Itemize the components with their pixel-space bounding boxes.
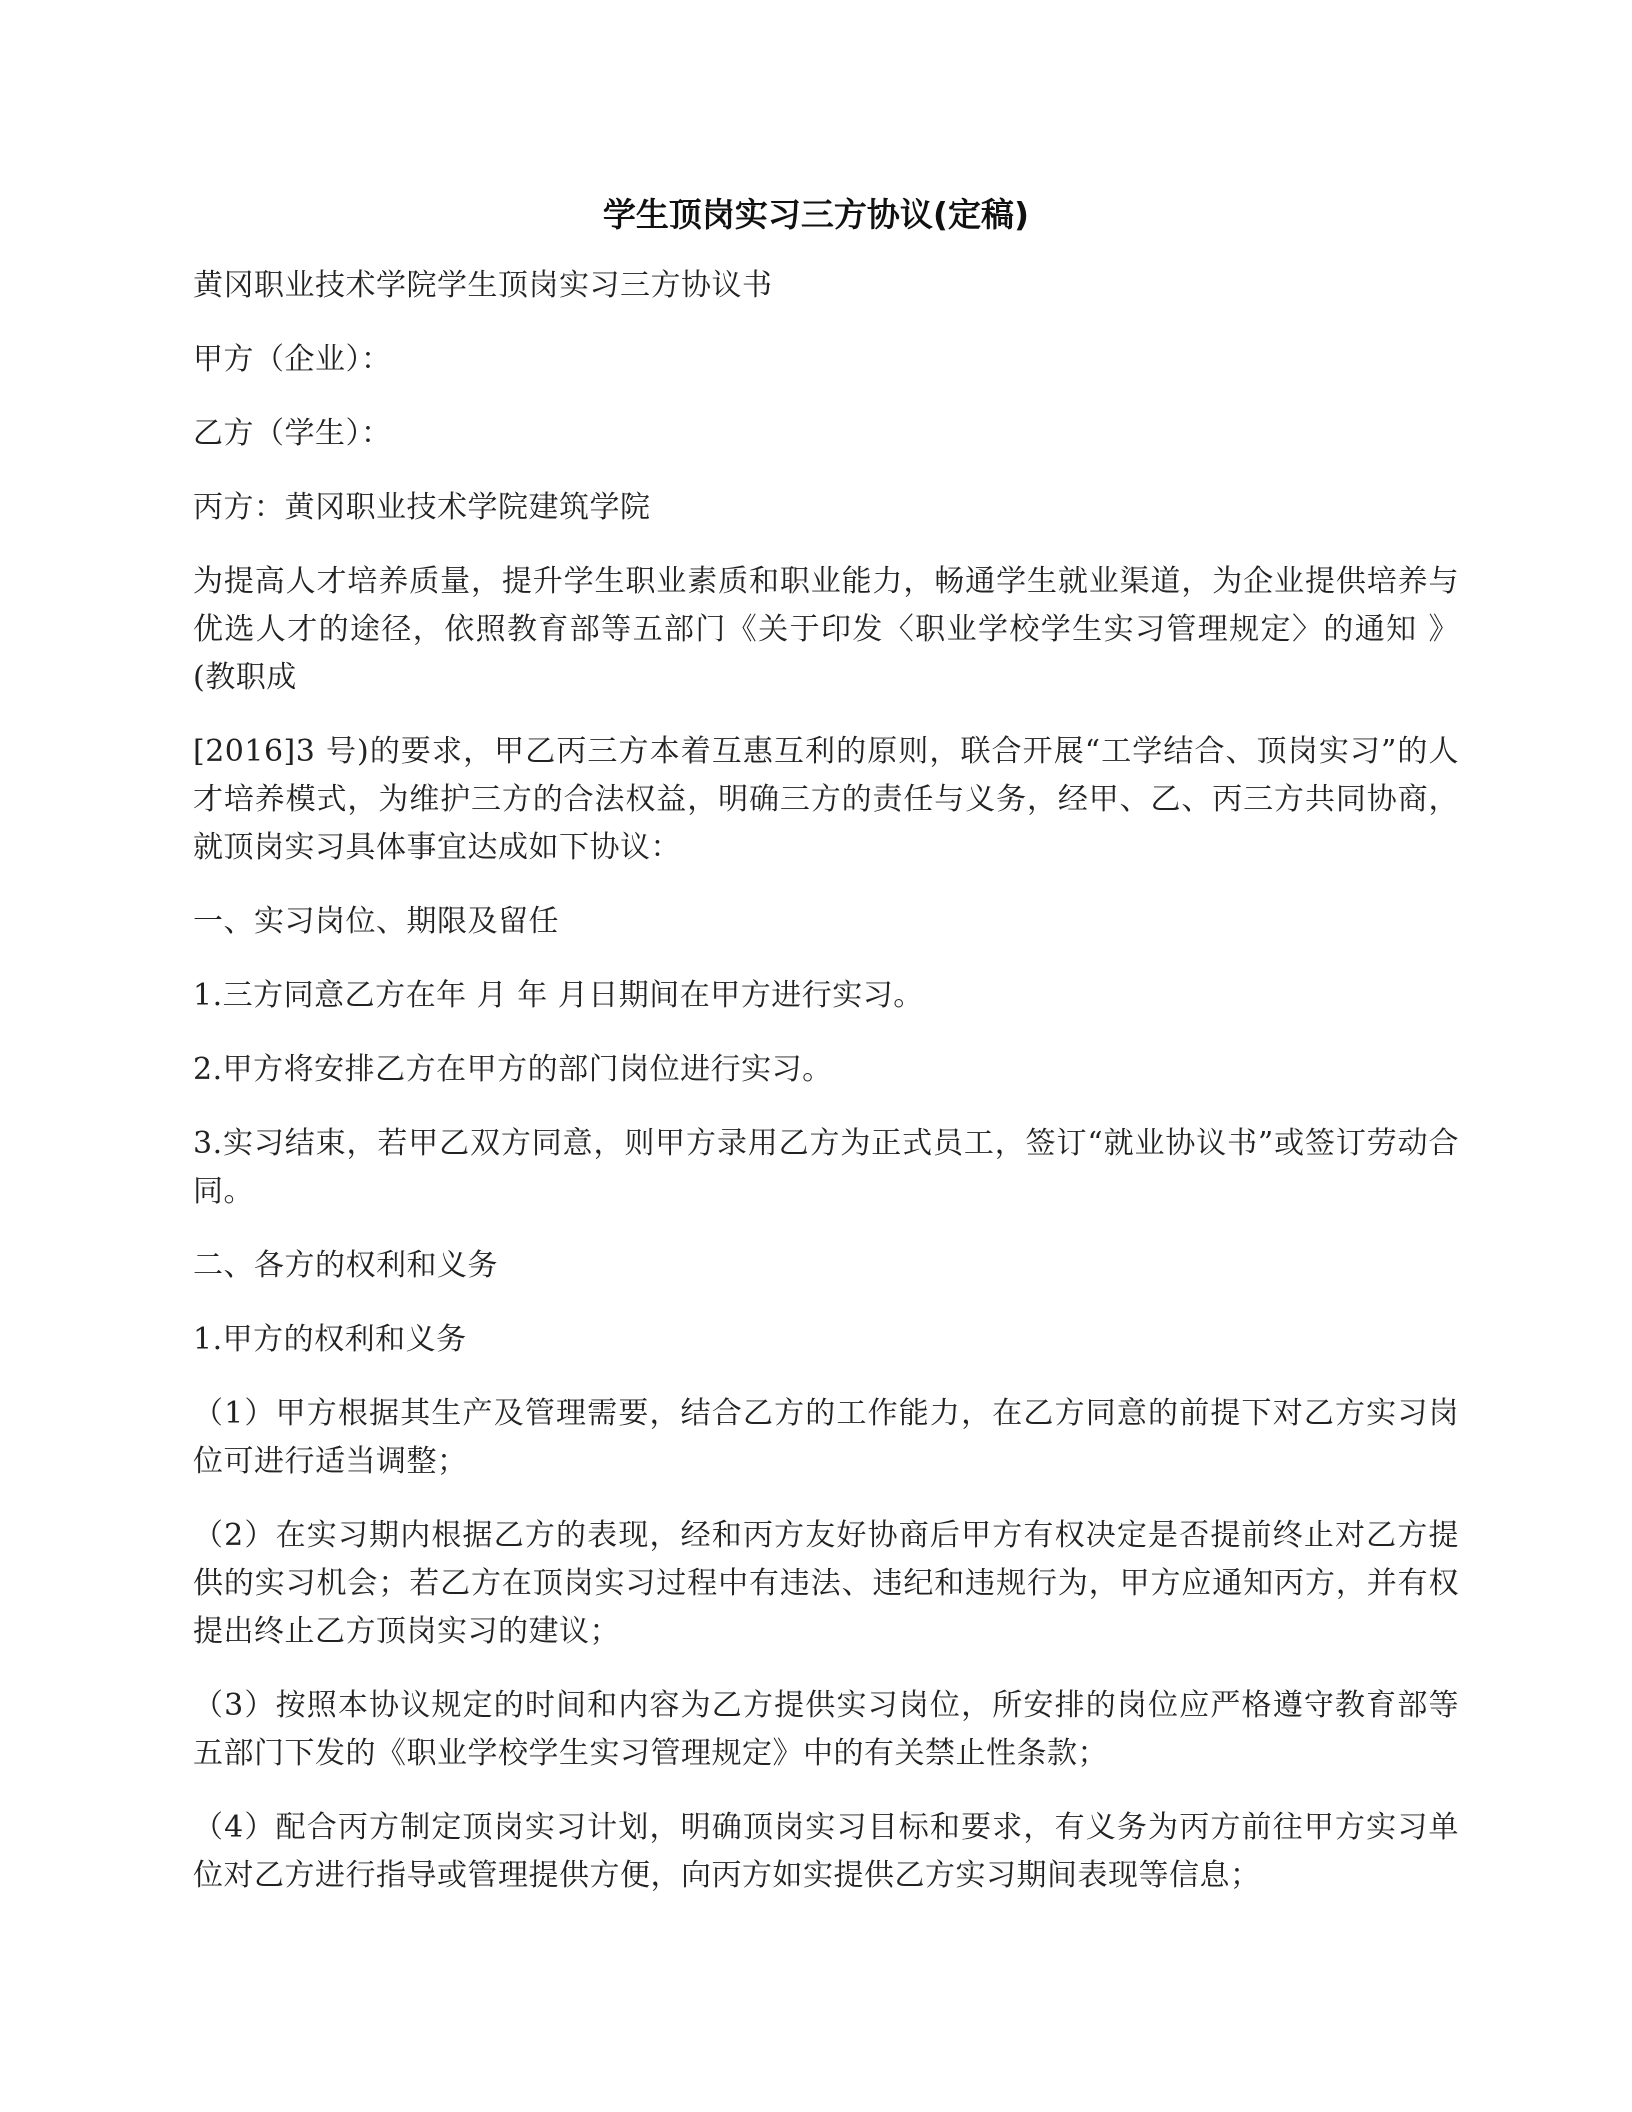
intro-paragraph: 为提高人才培养质量，提升学生职业素质和职业能力，畅通学生就业渠道，为企业提供培养与优选人才的途径，依照教育部等五部门《关于印发〈职业学校学生实习管理规定〉的通知 》(教职成 xyxy=(193,564,1459,695)
clause-2-1-1: （1）甲方根据其生产及管理需要，结合乙方的工作能力，在乙方同意的前提下对乙方实习岗位可进行适当调整； xyxy=(193,1396,1459,1479)
party-b-line: 乙方（学生）： xyxy=(193,416,392,451)
party-c-line: 丙方：黄冈职业技术学院建筑学院 xyxy=(193,490,651,525)
section-heading-1: 一、实习岗位、期限及留任 xyxy=(193,904,559,939)
party-a-line: 甲方（企业）： xyxy=(193,342,392,377)
clause-2-1-3: （3）按照本协议规定的时间和内容为乙方提供实习岗位，所安排的岗位应严格遵守教育部等五部门下发的《职业学校学生实习管理规定》中的有关禁止性条款； xyxy=(193,1688,1459,1771)
subsection-heading-2-1: 1.甲方的权利和义务 xyxy=(193,1322,467,1357)
clause-2-1-4: （4）配合丙方制定顶岗实习计划，明确顶岗实习目标和要求，有义务为丙方前往甲方实习单位对乙方进行指导或管理提供方便，向丙方如实提供乙方实习期间表现等信息； xyxy=(193,1810,1459,1893)
section-heading-2: 二、各方的权利和义务 xyxy=(193,1248,498,1283)
agreement-heading: 黄冈职业技术学院学生顶岗实习三方协议书 xyxy=(193,268,773,303)
clause-1-3: 3.实习结束，若甲乙双方同意，则甲方录用乙方为正式员工，签订“就业协议书”或签订劳动合同。 xyxy=(193,1126,1459,1209)
document-title: 学生顶岗实习三方协议(定稿) xyxy=(602,195,1030,234)
clause-1-2: 2.甲方将安排乙方在甲方的部门岗位进行实习。 xyxy=(193,1052,833,1087)
intro-paragraph-continued: [2016]3 号)的要求，甲乙丙三方本着互惠互利的原则，联合开展“工学结合、顶岗实习”的人才培养模式，为维护三方的合法权益，明确三方的责任与义务，经甲、乙、丙三方共同协商，就顶岗实习具体事宜达成如下协议： xyxy=(193,734,1459,865)
clause-2-1-2: （2）在实习期内根据乙方的表现，经和丙方友好协商后甲方有权决定是否提前终止对乙方提供的实习机会；若乙方在顶岗实习过程中有违法、违纪和违规行为，甲方应通知丙方，并有权提出终止乙方顶岗实习的建议； xyxy=(193,1518,1459,1649)
clause-1-1: 1.三方同意乙方在年 月 年 月日期间在甲方进行实习。 xyxy=(193,978,924,1013)
document-body xyxy=(193,262,1459,1926)
